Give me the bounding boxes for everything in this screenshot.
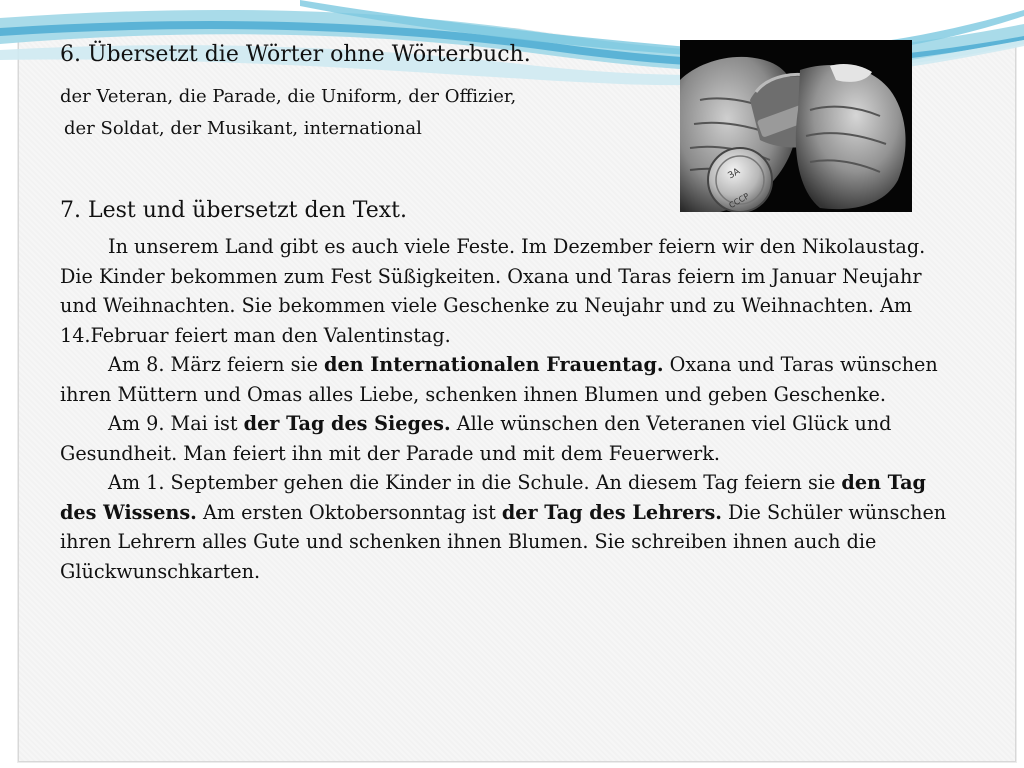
task-6-title: 6. Übersetzt die Wörter ohne Wörterbuch. [60, 42, 531, 67]
veteran-hand-medal-photo [680, 40, 912, 212]
paragraph-2-text-a: Am 8. März feiern sie [108, 353, 325, 376]
holiday-tag-des-lehrers: der Tag des Lehrers. [501, 500, 722, 524]
task-7-title: 7. Lest und übersetzt den Text. [60, 198, 408, 223]
paragraph-4 [60, 468, 960, 586]
svg-text:ЗА: ЗА [726, 166, 742, 182]
holiday-tag-des-wissens: den Tag des Wissens. [60, 471, 926, 524]
paragraph-1 [60, 232, 960, 350]
paragraph-4-text-a: Am 1. September gehen die Kinder in die Schule. An diesem Tag feiern sie [108, 471, 842, 494]
medal-text: СССР [727, 191, 751, 211]
reading-text [60, 232, 960, 586]
paragraph-4-text-e: Die Schüler wünschen ihren Lehrern alles Gute und schenken ihnen Blumen. Sie schreiben ihnen auch die Glückwunschkarten. [60, 500, 947, 583]
paragraph-3 [60, 409, 960, 468]
vocabulary-line-1: der Veteran, die Parade, die Uniform, der Offizier, [60, 86, 517, 107]
holiday-frauentag: den Internationalen Frauentag. [324, 353, 664, 376]
holiday-tag-des-sieges: der Tag des Sieges. [243, 412, 451, 435]
paragraph-1-text: In unserem Land gibt es auch viele Feste. Im Dezember feiern wir den Nikolaustag. Die Kinder bekommen zum Fest Süßigkeiten. Oxana und Taras feiern im Januar Neujahr und Weihnachten. Sie bekommen viele Geschenke zu Neujahr und zu Weihnachten. Am 14.Februar feiert man den Valentinstag. [60, 235, 926, 347]
paragraph-3-text-a: Am 9. Mai ist [108, 412, 244, 435]
paragraph-2-text-c: Oxana und Taras wünschen ihren Müttern und Omas alles Liebe, schenken ihnen Blumen und geben Geschenke. [60, 353, 938, 406]
paragraph-2 [60, 350, 960, 409]
vocabulary-line-2: der Soldat, der Musikant, international [64, 118, 422, 139]
paragraph-4-text-c: Am ersten Oktobersonntag ist [196, 500, 502, 524]
paragraph-3-text-c: Alle wünschen den Veteranen viel Glück und Gesundheit. Man feiert ihn mit der Parade und mit dem Feuerwerk. [60, 412, 892, 465]
